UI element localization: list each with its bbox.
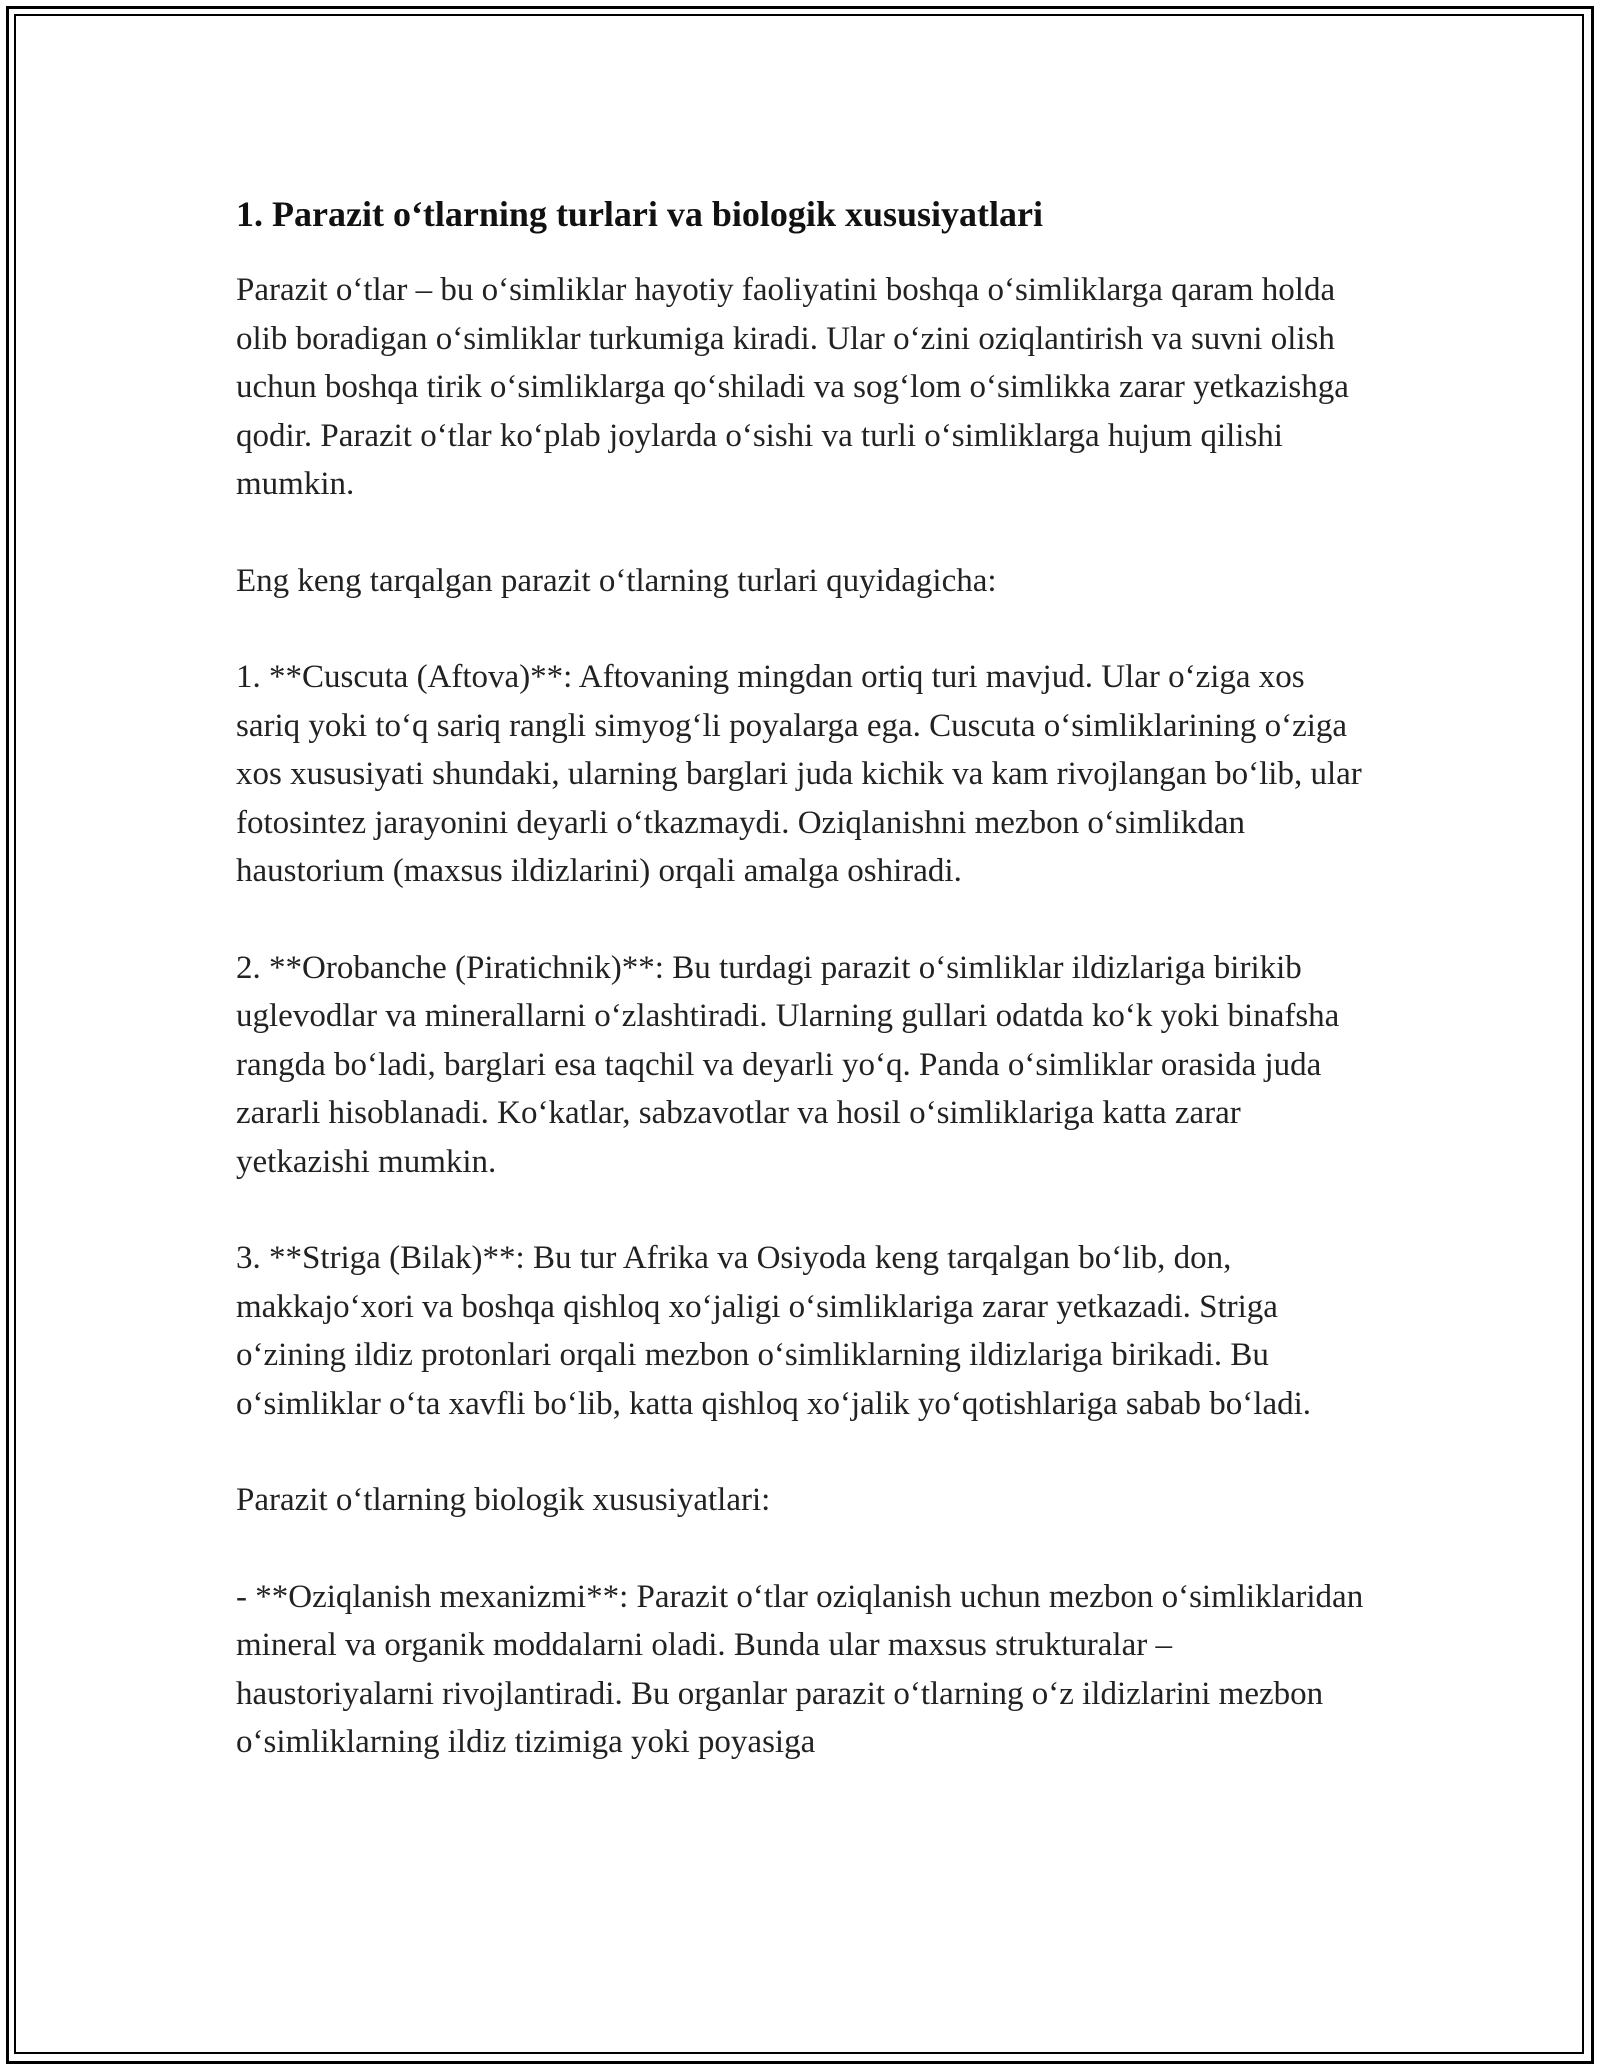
paragraph-striga: 3. **Striga (Bilak)**: Bu tur Afrika va Osiyoda keng tarqalgan bo‘lib, don, makkajo‘xori va boshqa qishloq xo‘jaligi o‘simliklariga zarar yetkazadi. Striga o‘zining ildiz protonlari orqali mezbon o‘simliklarning ildizlariga birikadi. Bu o‘simliklar o‘ta xavfli bo‘lib, katta qishloq xo‘jalik yo‘qotishlariga sabab bo‘ladi. [236, 1240, 1312, 1422]
paragraph-cuscuta: 1. **Cuscuta (Aftova)**: Aftovaning mingdan ortiq turi mavjud. Ular o‘ziga xos sariq yoki to‘q sariq rangli simyog‘li poyalarga ega. Cuscuta o‘simliklarining o‘ziga xos xususiyati shundaki, ularning barglari juda kichik va kam rivojlangan bo‘lib, ular fotosintez jarayonini deyarli o‘tkazmaydi. Oziqlanishni mezbon o‘simlikdan haustorium (maxsus ildizlarini) orqali amalga oshiradi. [236, 659, 1362, 889]
section-heading: 1. Parazit o‘tlarning turlari va biologik xususiyatlari [236, 194, 1043, 234]
document-body [236, 190, 1376, 1767]
paragraph-orobanche: 2. **Orobanche (Piratichnik)**: Bu turdagi parazit o‘simliklar ildizlariga birikib uglevodlar va minerallarni o‘zlashtiradi. Ularning gullari odatda ko‘k yoki binafsha rangda bo‘ladi, barglari esa taqchil va deyarli yo‘q. Panda o‘simliklar orasida juda zararli hisoblanadi. Ko‘katlar, sabzavotlar va hosil o‘simliklariga katta zarar yetkazishi mumkin. [236, 949, 1340, 1180]
paragraph-intro: Parazit o‘tlar – bu o‘simliklar hayotiy faoliyatini boshqa o‘simliklarga qaram holda olib boradigan o‘simliklar turkumiga kiradi. Ular o‘zini oziqlantirish va suvni olish uchun boshqa tirik o‘simliklarga qo‘shiladi va sog‘lom o‘simlikka zarar yetkazishga qodir. Parazit o‘tlar ko‘plab joylarda o‘sishi va turli o‘simliklarga hujum qilishi mumkin. [236, 272, 1349, 502]
paragraph-nutrition: - **Oziqlanish mexanizmi**: Parazit o‘tlar oziqlanish uchun mezbon o‘simliklaridan mineral va organik moddalarni oladi. Bunda ular maxsus strukturalar – haustoriyalarni rivojlantiradi. Bu organlar parazit o‘tlarning o‘z ildizlarini mezbon o‘simliklarning ildiz tizimiga yoki poyasiga [236, 1578, 1364, 1760]
paragraph-biology-lead: Parazit o‘tlarning biologik xususiyatlari: [236, 1482, 771, 1518]
paragraph-types-lead: Eng keng tarqalgan parazit o‘tlarning turlari quyidagicha: [236, 562, 997, 599]
